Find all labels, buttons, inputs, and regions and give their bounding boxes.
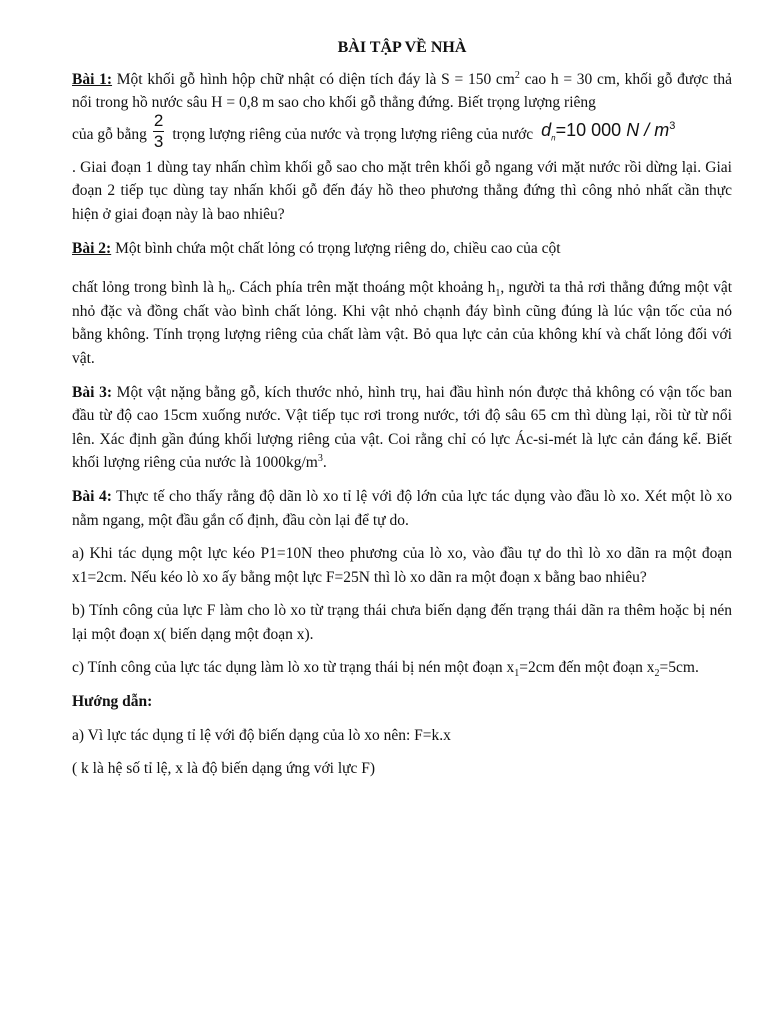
- exercise-2-intro: [72, 237, 732, 261]
- exercise-4-label: Bài 4:: [72, 487, 112, 505]
- document-page: [72, 36, 732, 791]
- exercise-3-sup: 3: [317, 453, 323, 465]
- water-specific-weight-formula: [541, 119, 675, 143]
- page-title: BÀI TẬP VỀ NHÀ: [337, 39, 467, 56]
- exercise-3-text-1: Một vật nặng bằng gỗ, kích thước nhỏ, hình trụ, hai đầu hình nón được thả không có vận tốc ban đầu từ độ cao 15cm xuống nước. Vật tiếp tục rơi trong nước, tới độ sâu 65 cm thì dùng lại, rồi từ từ nổi lên. Xác định gần đúng khối lượng riêng của vật. Coi rằng chỉ có lực Ác-si-mét là lực cản đáng kể. Biết khối lượng riêng của nước là 1000kg/m: [72, 383, 733, 472]
- guide-note: ( k là hệ số tỉ lệ, x là độ biến dạng ứng với lực F): [72, 760, 376, 778]
- exercise-1-text-4: trọng lượng riêng của nước và trọng lượng riêng của nước: [172, 125, 534, 143]
- exercise-3-text-2: .: [322, 454, 327, 472]
- exercise-1-text-3: của gỗ bằng: [72, 125, 147, 143]
- part-c-text-1: c) Tính công của lực tác dụng làm lò xo từ trạng thái bị nén một đoạn x: [72, 659, 515, 677]
- exercise-4-part-b: b) Tính công của lực F làm cho lò xo từ trạng thái chưa biến dạng đến trạng thái dãn ra thêm hoặc bị nén lại một đoạn x( biến dạng một đoạn x).: [72, 602, 732, 643]
- exercise-1-text-1: Một khối gỗ hình hộp chữ nhật có diện tích đáy là S = 150 cm: [112, 70, 515, 88]
- part-c-text-2: =2cm đến một đoạn x: [519, 659, 655, 677]
- part-c-text-3: =5cm.: [659, 659, 699, 677]
- part-c-sub-2: 2: [654, 668, 660, 680]
- exercise-4-part-c: [72, 656, 732, 680]
- fraction-two-thirds: [153, 111, 164, 152]
- exercise-2-body: [72, 276, 732, 370]
- formula-subscript: n: [551, 133, 556, 143]
- exercise-1-text-2: cao h = 30 cm, khối gỗ được thả nổi trong hồ nước sâu H = 0,8 m sao cho khối gỗ thẳng đứng. Biết trọng lượng riêng: [72, 70, 733, 112]
- formula-unit: N / m: [626, 119, 670, 140]
- exercise-2-sub: 1: [495, 288, 501, 300]
- guide-part-a: a) Vì lực tác dụng tỉ lệ với độ biến dạng của lò xo nên: F=k.x: [72, 726, 451, 744]
- guide-heading: Hướng dẫn:: [72, 693, 153, 711]
- formula-value: =10 000: [555, 119, 622, 140]
- formula-symbol: d: [541, 119, 552, 140]
- exercise-4-text: Thực tế cho thấy rằng độ dãn lò xo tỉ lệ với độ lớn của lực tác dụng vào đầu lò xo. Xét một lò xo nằm ngang, một đầu gắn cố định, đầu còn lại để tự do.: [72, 487, 733, 529]
- exercise-1: [72, 68, 732, 227]
- exercise-1-label: Bài 1:: [72, 70, 113, 88]
- exercise-4: [72, 485, 732, 532]
- exercise-1-text-5: . Giai đoạn 1 dùng tay nhấn chìm khối gỗ sao cho mặt trên khối gỗ ngang với mặt nước rồi dừng lại. Giai đoạn 2 tiếp tục dùng tay nhấn khối gỗ đến đáy hồ theo phương thẳng đứng thì công nhỏ nhất cần thực hiện ở giai đoạn này là bao nhiêu?: [72, 158, 732, 223]
- formula-unit-exponent: 3: [669, 119, 676, 132]
- exercise-2-text-1: chất lỏng trong bình là h₀. Cách phía trên mặt thoáng một khoảng h: [72, 279, 496, 297]
- exercise-2-text-2: , người ta thả rơi thẳng đứng một vật nhỏ đặc và đồng chất vào bình chất lỏng. Khi vật nhỏ chạnh đáy bình cũng đúng là lúc vận tốc của nó bằng không. Tính trọng lượng riêng của chất làm vật. Bỏ qua lực cản của không khí và chất lỏng đối với vật.: [72, 279, 733, 367]
- fraction-numerator: 2: [153, 110, 164, 130]
- exercise-4-part-a: a) Khi tác dụng một lực kéo P1=10N theo phương của lò xo, vào đầu tự do thì lò xo dãn ra một đoạn x1=2cm. Nếu kéo lò xo ấy bằng một lực F=25N thì lò xo dãn ra một đoạn x bằng bao nhiêu?: [72, 545, 732, 586]
- exercise-3: [72, 381, 732, 475]
- part-c-sub-1: 1: [514, 668, 520, 680]
- exercise-2-label: Bài 2:: [72, 239, 112, 257]
- exercise-2-line-1: Một bình chứa một chất lỏng có trọng lượng riêng do, chiều cao của cột: [111, 239, 561, 257]
- exercise-1-sup: 2: [514, 69, 520, 81]
- fraction-denominator: 3: [153, 131, 164, 151]
- exercise-3-label: Bài 3:: [72, 383, 112, 401]
